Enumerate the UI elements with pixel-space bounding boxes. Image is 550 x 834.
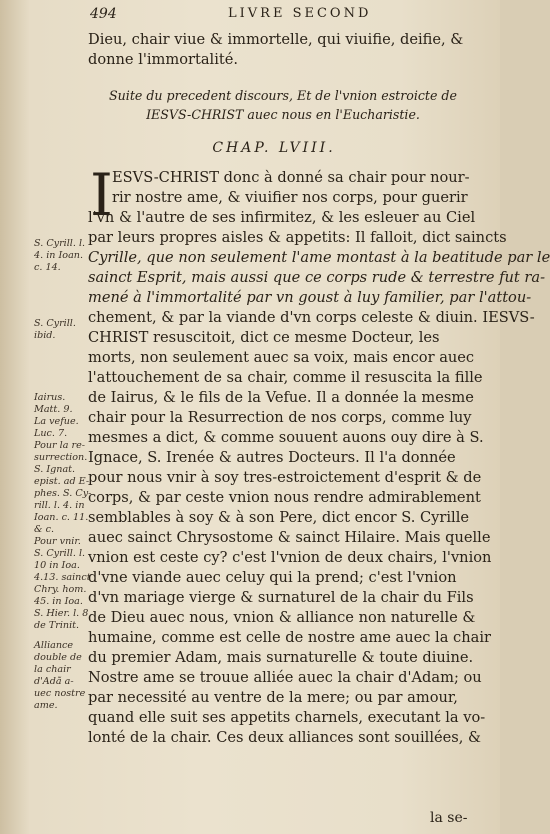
margin-note: uec nostre	[34, 688, 86, 699]
body-line: de Dieu auec nous, vnion & alliance non naturelle &	[88, 609, 476, 626]
margin-note: La vefue.	[34, 416, 79, 427]
body-line: l'attouchement de sa chair, comme il resuscita la fille	[88, 369, 483, 386]
chapter-summary: IESVS-CHRIST auec nous en l'Eucharistie.	[146, 107, 420, 122]
margin-note: ame.	[34, 700, 58, 711]
margin-note: double de	[34, 652, 82, 663]
margin-note: Luc. 7.	[34, 428, 68, 439]
margin-note: Ioan. c. 11.	[34, 512, 89, 523]
margin-note: S. Cyrill. l.	[34, 548, 86, 559]
body-line: l'vn & l'autre de ses infirmitez, & les esleuer au Ciel	[88, 209, 476, 226]
margin-note: S. Cyrill. l.	[34, 238, 86, 249]
body-line: pour nous vnir à soy tres-estroictement d'esprit & de	[88, 469, 482, 486]
body-line: quand elle suit ses appetits charnels, executant la vo-	[88, 709, 486, 726]
opening-line: Dieu, chair viue & immortelle, qui viuifie, deifie, &	[88, 31, 464, 48]
body-line: du premier Adam, mais surnaturelle & toute diuine.	[88, 649, 474, 666]
margin-note: S. Hier. l. 8	[34, 608, 89, 619]
margin-note: 10 in Ioa.	[34, 560, 80, 571]
running-head: LIVRE SECOND	[228, 6, 372, 21]
body-line: mené à l'immortalité par vn goust à luy familier, par l'attou-	[88, 289, 532, 306]
margin-note: epist. ad E-	[34, 476, 90, 487]
body-line: lonté de la chair. Ces deux alliances sont souillées, &	[88, 729, 482, 746]
margin-note: 4. in Ioan.	[34, 250, 84, 261]
margin-note: c. 14.	[34, 262, 61, 273]
page-number: 494	[90, 6, 117, 22]
chapter-summary: Suite du precedent discours, Et de l'vnion estroicte de	[109, 88, 457, 103]
margin-note: Pour vnir.	[34, 536, 81, 547]
margin-note: S. Cyrill.	[34, 318, 76, 329]
body-line: corps, & par ceste vnion nous rendre admirablement	[88, 489, 481, 506]
body-line: par leurs propres aisles & appetits: Il falloit, dict saincts	[88, 229, 507, 246]
body-line: de Iairus, & le fils de la Vefue. Il a donnée la mesme	[88, 389, 474, 406]
margin-note: surrection.	[34, 452, 88, 463]
body-line: vnion est ceste cy? c'est l'vnion de deux chairs, l'vnion	[88, 549, 492, 566]
margin-note: de Trinit.	[34, 620, 80, 631]
body-line: par necessité au ventre de la mere; ou par amour,	[88, 689, 458, 706]
body-line: mesmes a dict, & comme souuent auons ouy dire à S.	[88, 429, 484, 446]
margin-note: 4.13. sainct	[34, 572, 91, 583]
margin-note: 45. in Ioa.	[34, 596, 83, 607]
body-line: sainct Esprit, mais aussi que ce corps rude & terrestre fut ra-	[88, 269, 546, 286]
body-line: d'vne viande auec celuy qui la prend; c'est l'vnion	[88, 569, 457, 586]
body-line: Cyrille, que non seulement l'ame montast à la beatitude par le	[88, 249, 550, 266]
margin-note: la chair	[34, 664, 71, 675]
margin-note: Chry. hom.	[34, 584, 87, 595]
body-line: chair pour la Resurrection de nos corps, comme luy	[88, 409, 472, 426]
margin-note: Iairus.	[34, 392, 66, 403]
page-header	[0, 6, 500, 26]
margin-note: phes. S. Cy-	[34, 488, 92, 499]
margin-note: ibid.	[34, 330, 56, 341]
body-line: semblables à soy & à son Pere, dict encor S. Cyrille	[88, 509, 469, 526]
body-line: humaine, comme est celle de nostre ame auec la chair	[88, 629, 491, 646]
margin-note: Pour la re-	[34, 440, 85, 451]
body-line: chement, & par la viande d'vn corps celeste & diuin. IESVS-	[88, 309, 535, 326]
drop-cap: I	[90, 161, 113, 229]
opening-line: donne l'immortalité.	[88, 51, 239, 68]
margin-note: Matt. 9.	[34, 404, 73, 415]
body-line: morts, non seulement auec sa voix, mais encor auec	[88, 349, 475, 366]
body-line: d'vn mariage vierge & surnaturel de la chair du Fils	[88, 589, 474, 606]
chapter-title: CHAP. LVIII.	[212, 140, 336, 156]
body-line: auec sainct Chrysostome & sainct Hilaire. Mais quelle	[88, 529, 491, 546]
body-line: Nostre ame se trouue alliée auec la chair d'Adam; ou	[88, 669, 482, 686]
body-line: CHRIST resuscitoit, dict ce mesme Docteur, les	[88, 329, 440, 346]
margin-note: rill. l. 4. in	[34, 500, 85, 511]
body-line: rir nostre ame, & viuifier nos corps, pour guerir	[112, 189, 468, 206]
catchword: la se-	[430, 810, 468, 826]
body-line: ESVS-CHRIST donc à donné sa chair pour nour-	[112, 169, 470, 186]
margin-note: S. Ignat.	[34, 464, 76, 475]
margin-note: & c.	[34, 524, 55, 535]
margin-note: d'Adã a-	[34, 676, 74, 687]
body-line: Ignace, S. Irenée & autres Docteurs. Il l'a donnée	[88, 449, 456, 466]
margin-note: Alliance	[34, 640, 74, 651]
